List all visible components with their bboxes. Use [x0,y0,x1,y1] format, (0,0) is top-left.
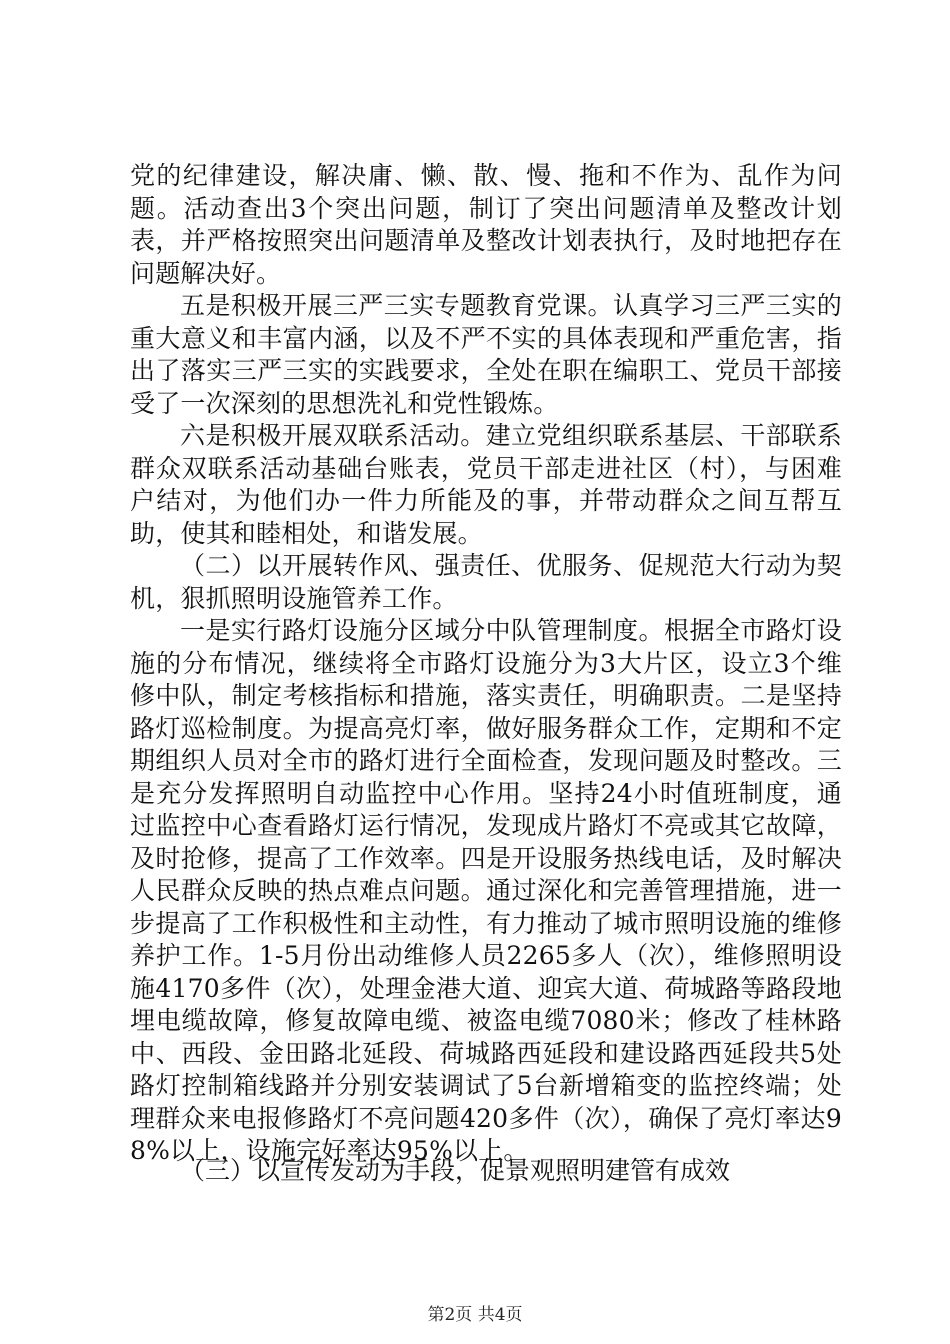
paragraph-item-five: 五是积极开展三严三实专题教育党课。认真学习三严三实的重大意义和丰富内涵，以及不严不实的具体表现和严重危害，指出了落实三严三实的实践要求，全处在职在编职工、党员干部接受了一次深刻的思想洗礼和党性锻炼。 [130,291,842,418]
paragraph-item-six: 六是积极开展双联系活动。建立党组织联系基层、干部联系群众双联系活动基础台账表，党员干部走进社区（村），与困难户结对，为他们办一件力所能及的事，并带动群众之间互帮互助，使其和睦相处，和谐发展。 [130,421,842,548]
page-footer: 第2页 共4页 [427,1305,523,1325]
document-body [130,160,842,1168]
section-heading-three: （三）以宣传发动为手段，促景观照明建管有成效 [180,1156,731,1185]
section-heading-two: （二）以开展转作风、强责任、优服务、促规范大行动为契机，狠抓照明设施管养工作。 [130,551,842,613]
paragraph-lighting-maintenance: 一是实行路灯设施分区域分中队管理制度。根据全市路灯设施的分布情况，继续将全市路灯设施分为3大片区，设立3个维修中队，制定考核指标和措施，落实责任，明确职责。二是坚持路灯巡检制度。为提高亮灯率，做好服务群众工作，定期和不定期组织人员对全市的路灯进行全面检查，发现问题及时整改。三是充分发挥照明自动监控中心作用。坚持24小时值班制度，通过监控中心查看路灯运行情况，发现成片路灯不亮或其它故障，及时抢修，提高了工作效率。四是开设服务热线电话，及时解决人民群众反映的热点难点问题。通过深化和完善管理措施，进一步提高了工作积极性和主动性，有力推动了城市照明设施的维修养护工作。1-5月份出动维修人员2265多人（次），维修照明设施4170多件（次），处理金港大道、迎宾大道、荷城路等路段地埋电缆故障，修复故障电缆、被盗电缆7080米；修改了桂林路中、西段、金田路北延段、荷城路西延段和建设路西延段共5处路灯控制箱线路并分别安装调试了5台新增箱变的监控终端；处理群众来电报修路灯不亮问题420多件（次），确保了亮灯率达98%以上，设施完好率达95%以上。 [130,616,842,1165]
paragraph-continuation: 党的纪律建设，解决庸、懒、散、慢、拖和不作为、乱作为问题。活动查出3个突出问题，制订了突出问题清单及整改计划表，并严格按照突出问题清单及整改计划表执行，及时地把存在问题解决好。 [130,161,842,288]
